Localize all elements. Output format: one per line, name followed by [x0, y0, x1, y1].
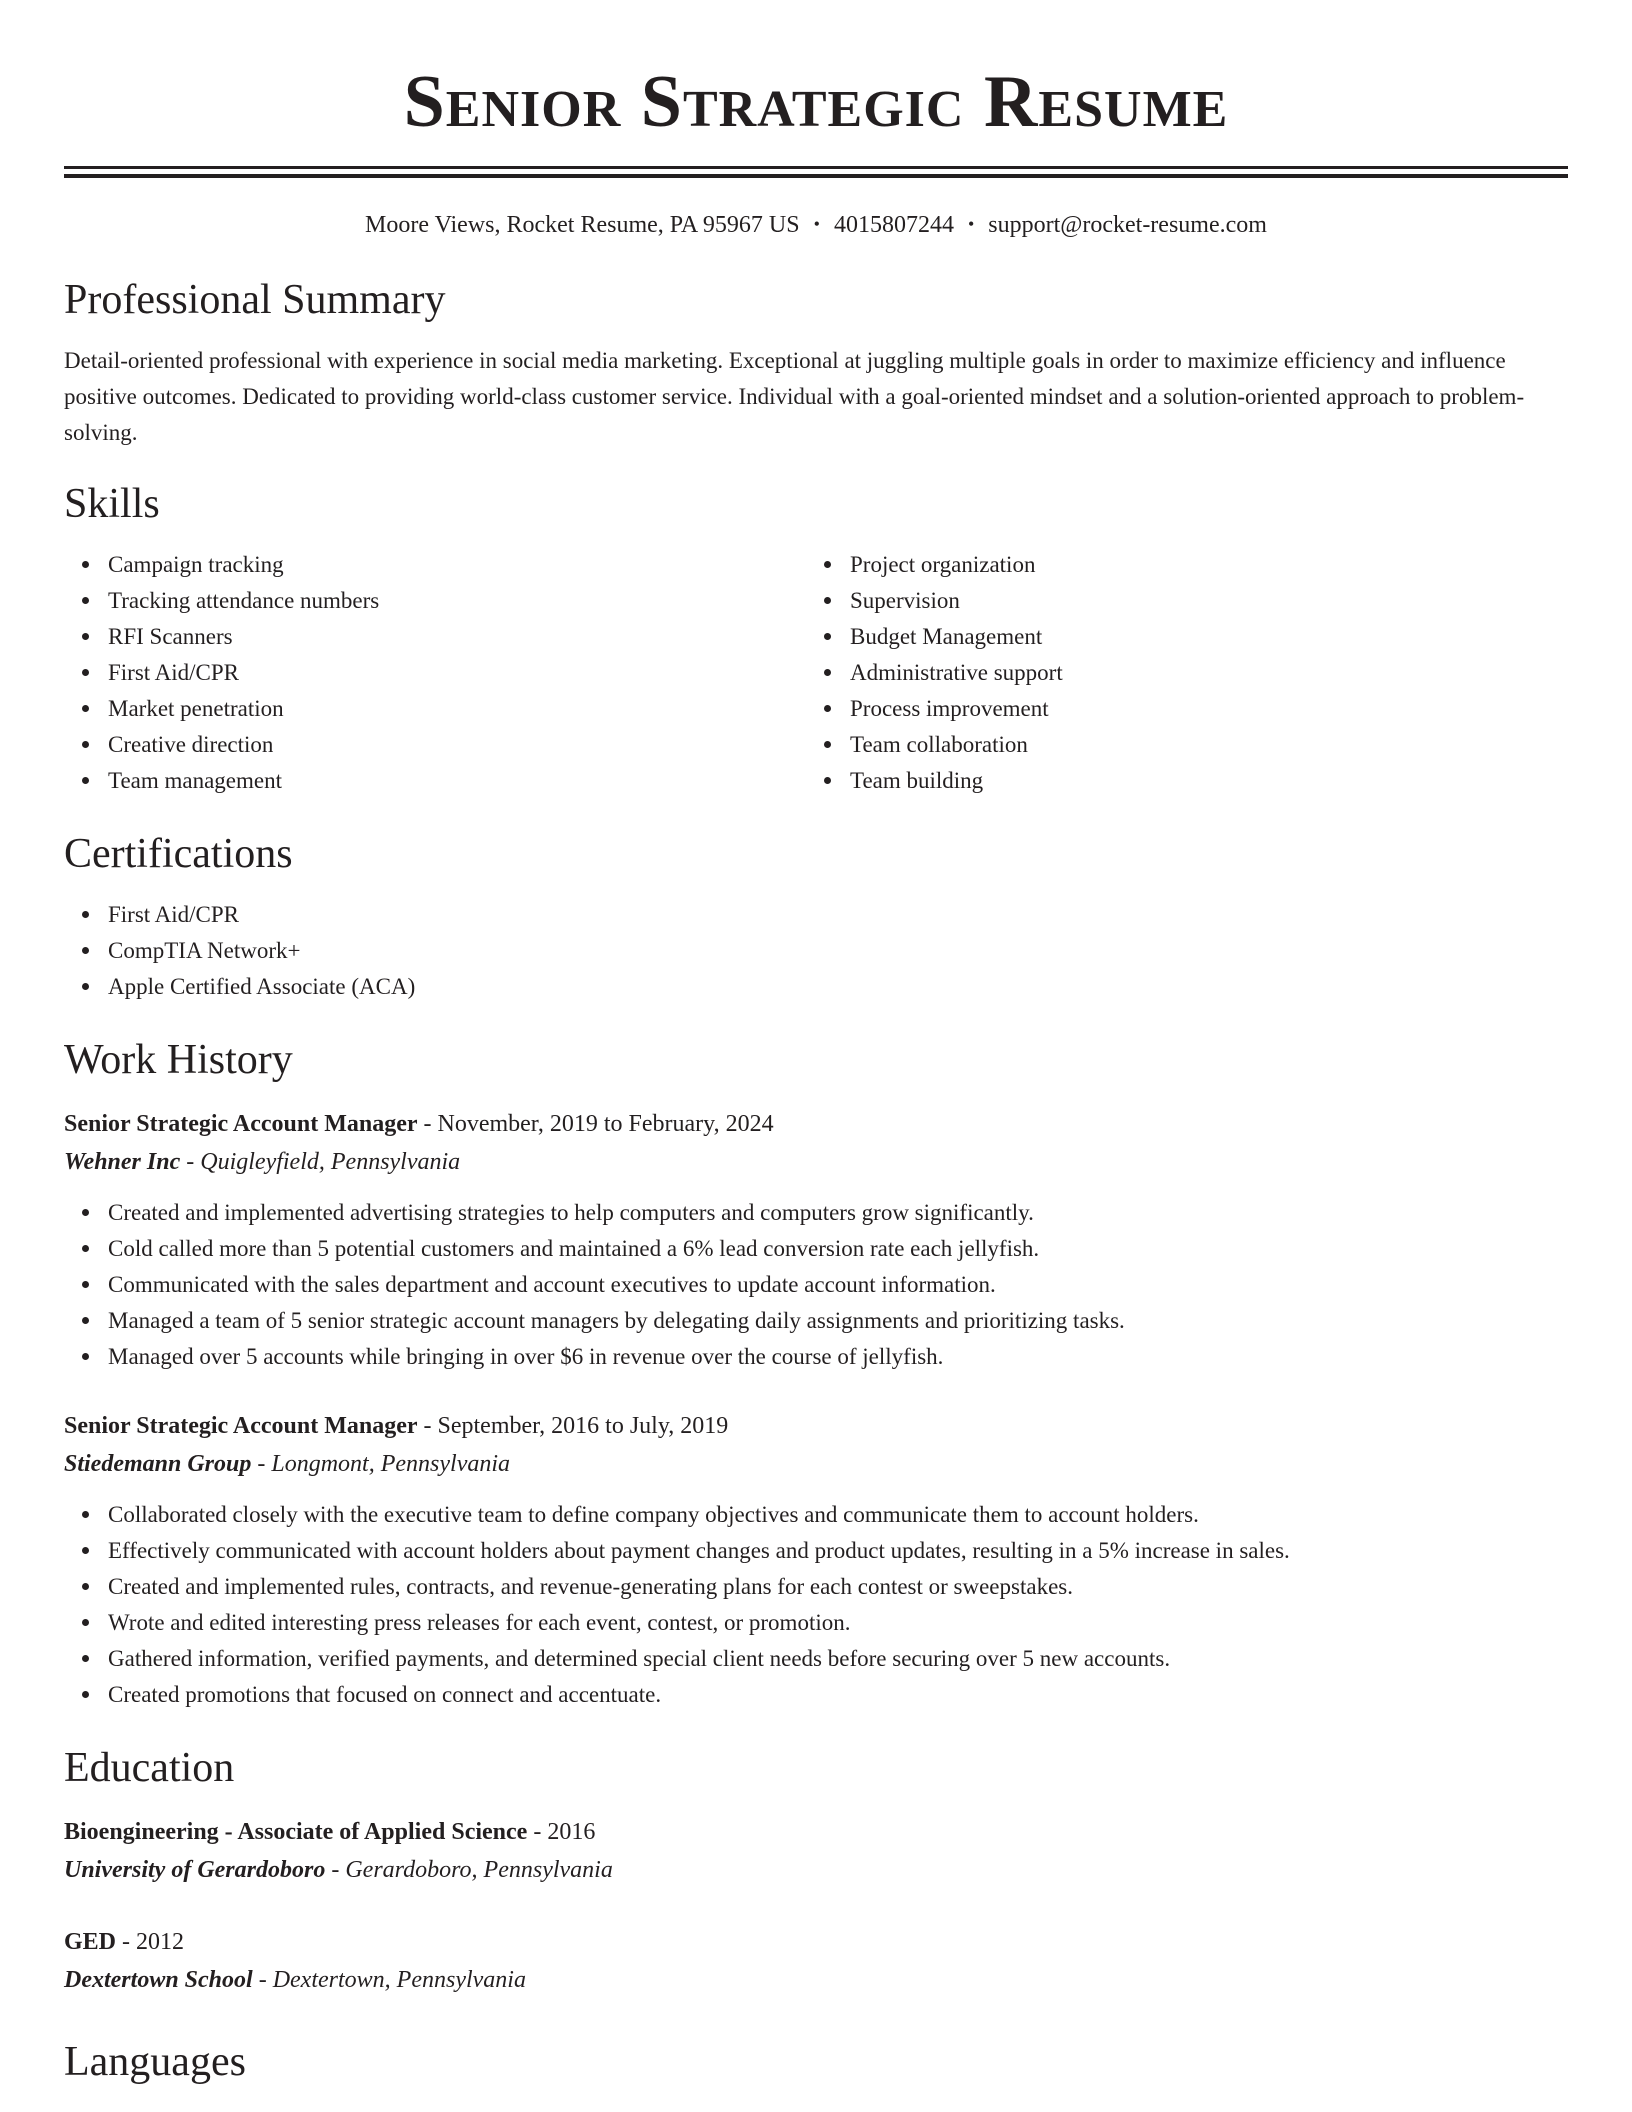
skills-heading: Skills [64, 481, 160, 527]
education-location: Gerardoboro, Pennsylvania [345, 1857, 613, 1883]
job-bullet: Managed over 5 accounts while bringing in over $6 in revenue over the course of jellyfish. [108, 1339, 1568, 1375]
job-bullet: Communicated with the sales department and account executives to update account information. [108, 1267, 1568, 1303]
skill-item: Team building [850, 763, 1548, 799]
skill-item: Team management [108, 763, 806, 799]
certification-item: First Aid/CPR [108, 897, 1568, 933]
skill-item: Market penetration [108, 691, 806, 727]
education-school: Dextertown School [64, 1967, 253, 1993]
job-bullet: Cold called more than 5 potential customers and maintained a 6% lead conversion rate each jellyfish. [108, 1231, 1568, 1267]
education-year: 2012 [136, 1929, 185, 1955]
skill-item: First Aid/CPR [108, 655, 806, 691]
job-location: Quigleyfield, Pennsylvania [200, 1149, 461, 1175]
certification-item: Apple Certified Associate (ACA) [108, 969, 1568, 1005]
skills-list-left [64, 547, 806, 799]
education-school: University of Gerardoboro [64, 1857, 326, 1883]
dash: - [180, 1149, 201, 1175]
title-divider [64, 166, 1568, 178]
job-company-line [64, 1143, 1568, 1181]
job-company: Stiedemann Group [64, 1451, 252, 1477]
education-location: Dextertown, Pennsylvania [272, 1967, 526, 1993]
job-bullet: Gathered information, verified payments, and determined special client needs before securing over 5 new accounts. [108, 1641, 1568, 1677]
education-entry [64, 1813, 1568, 1889]
job-entry [64, 1105, 1568, 1375]
skill-item: Budget Management [850, 619, 1548, 655]
skills-columns [64, 547, 1568, 799]
job-bullets [64, 1195, 1568, 1375]
job-bullet: Created promotions that focused on connect and accentuate. [108, 1677, 1568, 1713]
education-degree-line [64, 1923, 1568, 1961]
skill-item: Administrative support [850, 655, 1548, 691]
skill-item: Tracking attendance numbers [108, 583, 806, 619]
education-degree-line [64, 1813, 1568, 1851]
education-school-line [64, 1961, 1568, 1999]
contact-separator: • [967, 214, 975, 234]
languages-heading: Languages [64, 2039, 246, 2085]
job-bullets [64, 1497, 1568, 1713]
job-bullet: Created and implemented rules, contracts, and revenue-generating plans for each contest or sweepstakes. [108, 1569, 1568, 1605]
job-company-line [64, 1445, 1568, 1483]
dash: - [251, 1451, 272, 1477]
education-degree: Bioengineering - Associate of Applied Science [64, 1819, 528, 1845]
job-title: Senior Strategic Account Manager [64, 1111, 418, 1137]
skill-item: RFI Scanners [108, 619, 806, 655]
job-title-line [64, 1105, 1568, 1143]
dash: - [527, 1819, 548, 1845]
certification-item: CompTIA Network+ [108, 933, 1568, 969]
skill-item: Creative direction [108, 727, 806, 763]
job-company: Wehner Inc [64, 1149, 181, 1175]
education-heading: Education [64, 1745, 235, 1791]
contact-line [64, 208, 1568, 241]
skill-item: Campaign tracking [108, 547, 806, 583]
summary-heading: Professional Summary [64, 277, 446, 323]
job-title: Senior Strategic Account Manager [64, 1413, 418, 1439]
certifications-list [64, 897, 1568, 1005]
job-dates: September, 2016 to July, 2019 [437, 1413, 729, 1439]
job-bullet: Collaborated closely with the executive team to define company objectives and communicate them to account holders. [108, 1497, 1568, 1533]
skill-item: Project organization [850, 547, 1548, 583]
contact-separator: • [813, 214, 820, 234]
job-bullet: Effectively communicated with account holders about payment changes and product updates, resulting in a 5% increase in sales. [108, 1533, 1568, 1569]
education-year: 2016 [547, 1819, 596, 1845]
skill-item: Supervision [850, 583, 1548, 619]
dash: - [252, 1967, 273, 1993]
dash: - [417, 1111, 438, 1137]
contact-address: Moore Views, Rocket Resume, PA 95967 US [365, 212, 800, 238]
job-bullet: Wrote and edited interesting press releases for each event, contest, or promotion. [108, 1605, 1568, 1641]
dash: - [116, 1929, 137, 1955]
job-entry [64, 1407, 1568, 1713]
education-school-line [64, 1851, 1568, 1889]
job-dates: November, 2019 to February, 2024 [437, 1111, 774, 1137]
job-bullet: Created and implemented advertising strategies to help computers and computers grow significantly. [108, 1195, 1568, 1231]
contact-phone: 4015807244 [833, 212, 954, 238]
summary-text: Detail-oriented professional with experience in social media marketing. Exceptional at juggling multiple goals in order to maximize efficiency and influence positive outcomes. Dedicated to providing world-class customer service. Individual with a goal-oriented mindset and a solution-oriented approach to problem-solving. [64, 348, 1525, 445]
resume-title: Senior Strategic Resume [403, 61, 1229, 143]
education-entry [64, 1923, 1568, 1999]
job-location: Longmont, Pennsylvania [271, 1451, 511, 1477]
dash: - [417, 1413, 438, 1439]
work-history-heading: Work History [64, 1037, 293, 1083]
skill-item: Team collaboration [850, 727, 1548, 763]
skill-item: Process improvement [850, 691, 1548, 727]
job-title-line [64, 1407, 1568, 1445]
resume-page [64, 0, 1568, 2087]
certifications-heading: Certifications [64, 831, 293, 877]
dash: - [325, 1857, 346, 1883]
skills-list-right [806, 547, 1548, 799]
education-degree: GED [64, 1929, 117, 1955]
job-bullet: Managed a team of 5 senior strategic account managers by delegating daily assignments and prioritizing tasks. [108, 1303, 1568, 1339]
contact-email[interactable]: support@rocket-resume.com [988, 212, 1267, 238]
